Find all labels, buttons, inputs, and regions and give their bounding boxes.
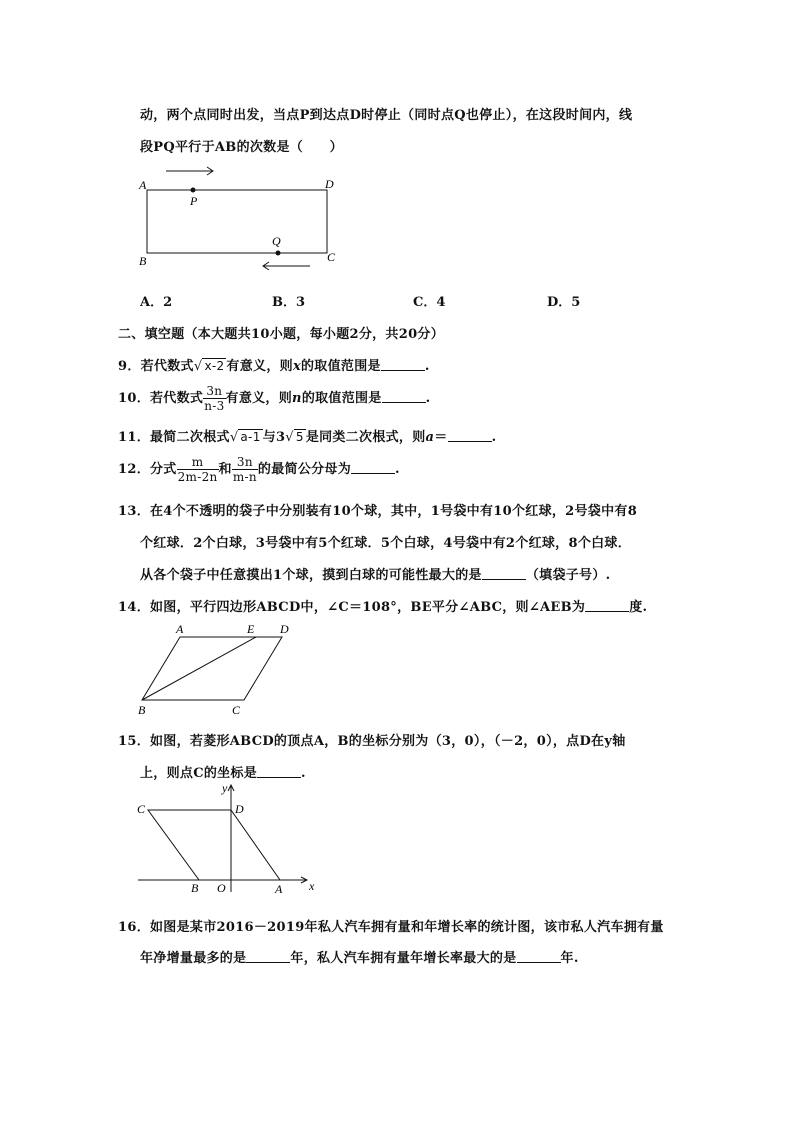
q13-answer-blank[interactable]	[482, 567, 526, 580]
choice-a: A．2	[140, 295, 173, 310]
q12-answer-blank[interactable]	[351, 461, 395, 474]
q8-line2: 段PQ平行于AB的次数是（ ）	[140, 140, 343, 155]
q11-answer-blank[interactable]	[448, 429, 492, 442]
q9-post2: 的取值范围是	[301, 359, 381, 374]
q12-mid: 和	[218, 462, 232, 477]
q15-line1: 15．如图，若菱形ABCD的顶点A，B的坐标分别为（3，0），（－2，0），点D在y轴	[118, 734, 626, 749]
q11-var: a	[425, 430, 435, 445]
q11-number: 11．	[118, 430, 150, 445]
rectangle-abcd	[147, 190, 327, 253]
label-c: C	[327, 250, 336, 264]
rhombus-abcd	[148, 810, 280, 880]
label-y: y	[222, 781, 228, 795]
label-a: A	[176, 622, 184, 636]
q11-radicand2: 5	[295, 430, 304, 444]
q16-line1: 16．如图是某市2016－2019年私人汽车拥有量和年增长率的统计图，该市私人汽车拥有量	[118, 920, 664, 935]
q11-pre: 最简二次根式	[150, 430, 230, 445]
label-p: P	[190, 194, 198, 208]
q13-line3-text: 从各个袋子中任意摸出1个球，摸到白球的可能性最大的是	[140, 568, 482, 583]
q11-post2: ＝	[434, 430, 448, 445]
q12-number: 12．	[118, 462, 150, 477]
label-c: C	[232, 703, 241, 717]
label-q: Q	[272, 234, 281, 248]
q11	[118, 426, 496, 445]
q13-line2: 个红球．2个白球，3号袋中有5个红球．5个白球，4号袋中有2个红球，8个白球．	[140, 536, 632, 551]
segment-be	[142, 637, 256, 700]
parallelogram-abcd	[142, 637, 282, 700]
q9-var: x	[292, 359, 301, 374]
q10-numerator: 3n	[203, 384, 225, 399]
q16-line2-mid: 年，私人汽车拥有量年增长率最大的是	[290, 951, 517, 966]
q12-end: .	[395, 462, 400, 477]
q11-coef: 3	[275, 430, 286, 445]
q14-text: 14．如图，平行四边形ABCD中，∠C＝108°，BE平分∠ABC，则∠AEB为	[118, 600, 586, 615]
q10-denominator: n-3	[204, 399, 225, 413]
q15-rhombus-figure	[130, 780, 330, 895]
label-d: D	[325, 177, 334, 191]
label-e: E	[247, 622, 255, 636]
q10-number: 10．	[118, 391, 150, 406]
choice-c: C．4	[413, 295, 446, 310]
q12-pre: 分式	[150, 462, 177, 477]
q15-line2-end: .	[301, 766, 306, 781]
q12-f2-denominator: m-n	[232, 470, 257, 484]
q12-fraction2	[232, 455, 258, 484]
q15-line2-text: 上，则点C的坐标是	[140, 766, 258, 781]
q8-rectangle-figure	[130, 160, 350, 270]
label-b: B	[191, 881, 199, 895]
q14-answer-blank[interactable]	[585, 599, 629, 612]
label-x: x	[309, 879, 315, 893]
q9-number: 9．	[118, 359, 141, 374]
q11-end: .	[491, 430, 497, 445]
choice-d: D．5	[547, 295, 581, 310]
q10-post: 有意义，则	[225, 391, 293, 406]
q9	[118, 355, 430, 374]
label-c: C	[137, 802, 146, 816]
q9-end: .	[424, 359, 430, 374]
choice-b: B．3	[272, 295, 306, 310]
q16-line2	[140, 947, 579, 966]
q16-line2-text: 年净增量最多的是	[140, 951, 247, 966]
label-d: D	[235, 802, 244, 816]
q9-pre: 若代数式	[140, 359, 194, 374]
q12-fraction1	[177, 455, 219, 484]
q16-answer-blank-1[interactable]	[246, 950, 290, 963]
section-title: 二、填空题（本大题共10小题，每小题2分，共20分）	[118, 327, 445, 342]
q13-line1: 13．在4个不透明的袋子中分别装有10个球，其中，1号袋中有10个红球，2号袋中有8	[118, 504, 638, 519]
q10-answer-blank[interactable]	[382, 390, 426, 403]
point-p	[191, 188, 196, 193]
q11-post: 是同类二次根式，则	[305, 430, 426, 445]
q9-answer-blank[interactable]	[381, 358, 425, 371]
label-o: O	[217, 881, 226, 895]
q12-f1-numerator: m	[177, 455, 219, 470]
q16-line2-end: 年.	[560, 951, 579, 966]
q12-f2-numerator: 3n	[232, 455, 258, 470]
q12	[118, 455, 400, 484]
label-a: A	[275, 882, 283, 895]
q9-radicand: x-2	[204, 359, 225, 373]
q13-line3-end: （填袋子号）.	[525, 568, 611, 583]
label-b: B	[138, 703, 146, 717]
q13-line3	[140, 564, 611, 583]
q10-post2: 的取值范围是	[301, 391, 382, 406]
q11-mid: 与	[262, 430, 276, 445]
q12-f1-denominator: 2m-2n	[177, 470, 218, 484]
q12-post: 的最简公分母为	[257, 462, 352, 477]
q11-radicand1: a-1	[240, 430, 261, 444]
q10-end: .	[425, 391, 431, 406]
q10	[118, 384, 430, 413]
q14-end: 度.	[629, 600, 648, 615]
q15-line2	[140, 762, 306, 781]
point-q	[276, 251, 281, 256]
q14-parallelogram-figure	[132, 618, 302, 718]
label-b: B	[139, 254, 147, 268]
q9-post: 有意义，则	[226, 359, 293, 374]
q9-sqrt: √ x-2	[193, 359, 225, 374]
q16-answer-blank-2[interactable]	[517, 950, 561, 963]
q11-sqrt1: √ a-1	[229, 430, 261, 445]
label-a: A	[139, 178, 147, 192]
q10-fraction	[203, 384, 225, 413]
q8-line1: 动，两个点同时出发，当点P到达点D时停止（同时点Q也停止），在这段时间内，线	[140, 108, 633, 123]
q11-sqrt2: √ 5	[285, 430, 304, 445]
q14-line	[118, 596, 647, 615]
q10-pre: 若代数式	[150, 391, 204, 406]
q10-var: n	[292, 391, 302, 406]
q15-answer-blank[interactable]	[257, 765, 301, 778]
label-d: D	[280, 622, 289, 636]
